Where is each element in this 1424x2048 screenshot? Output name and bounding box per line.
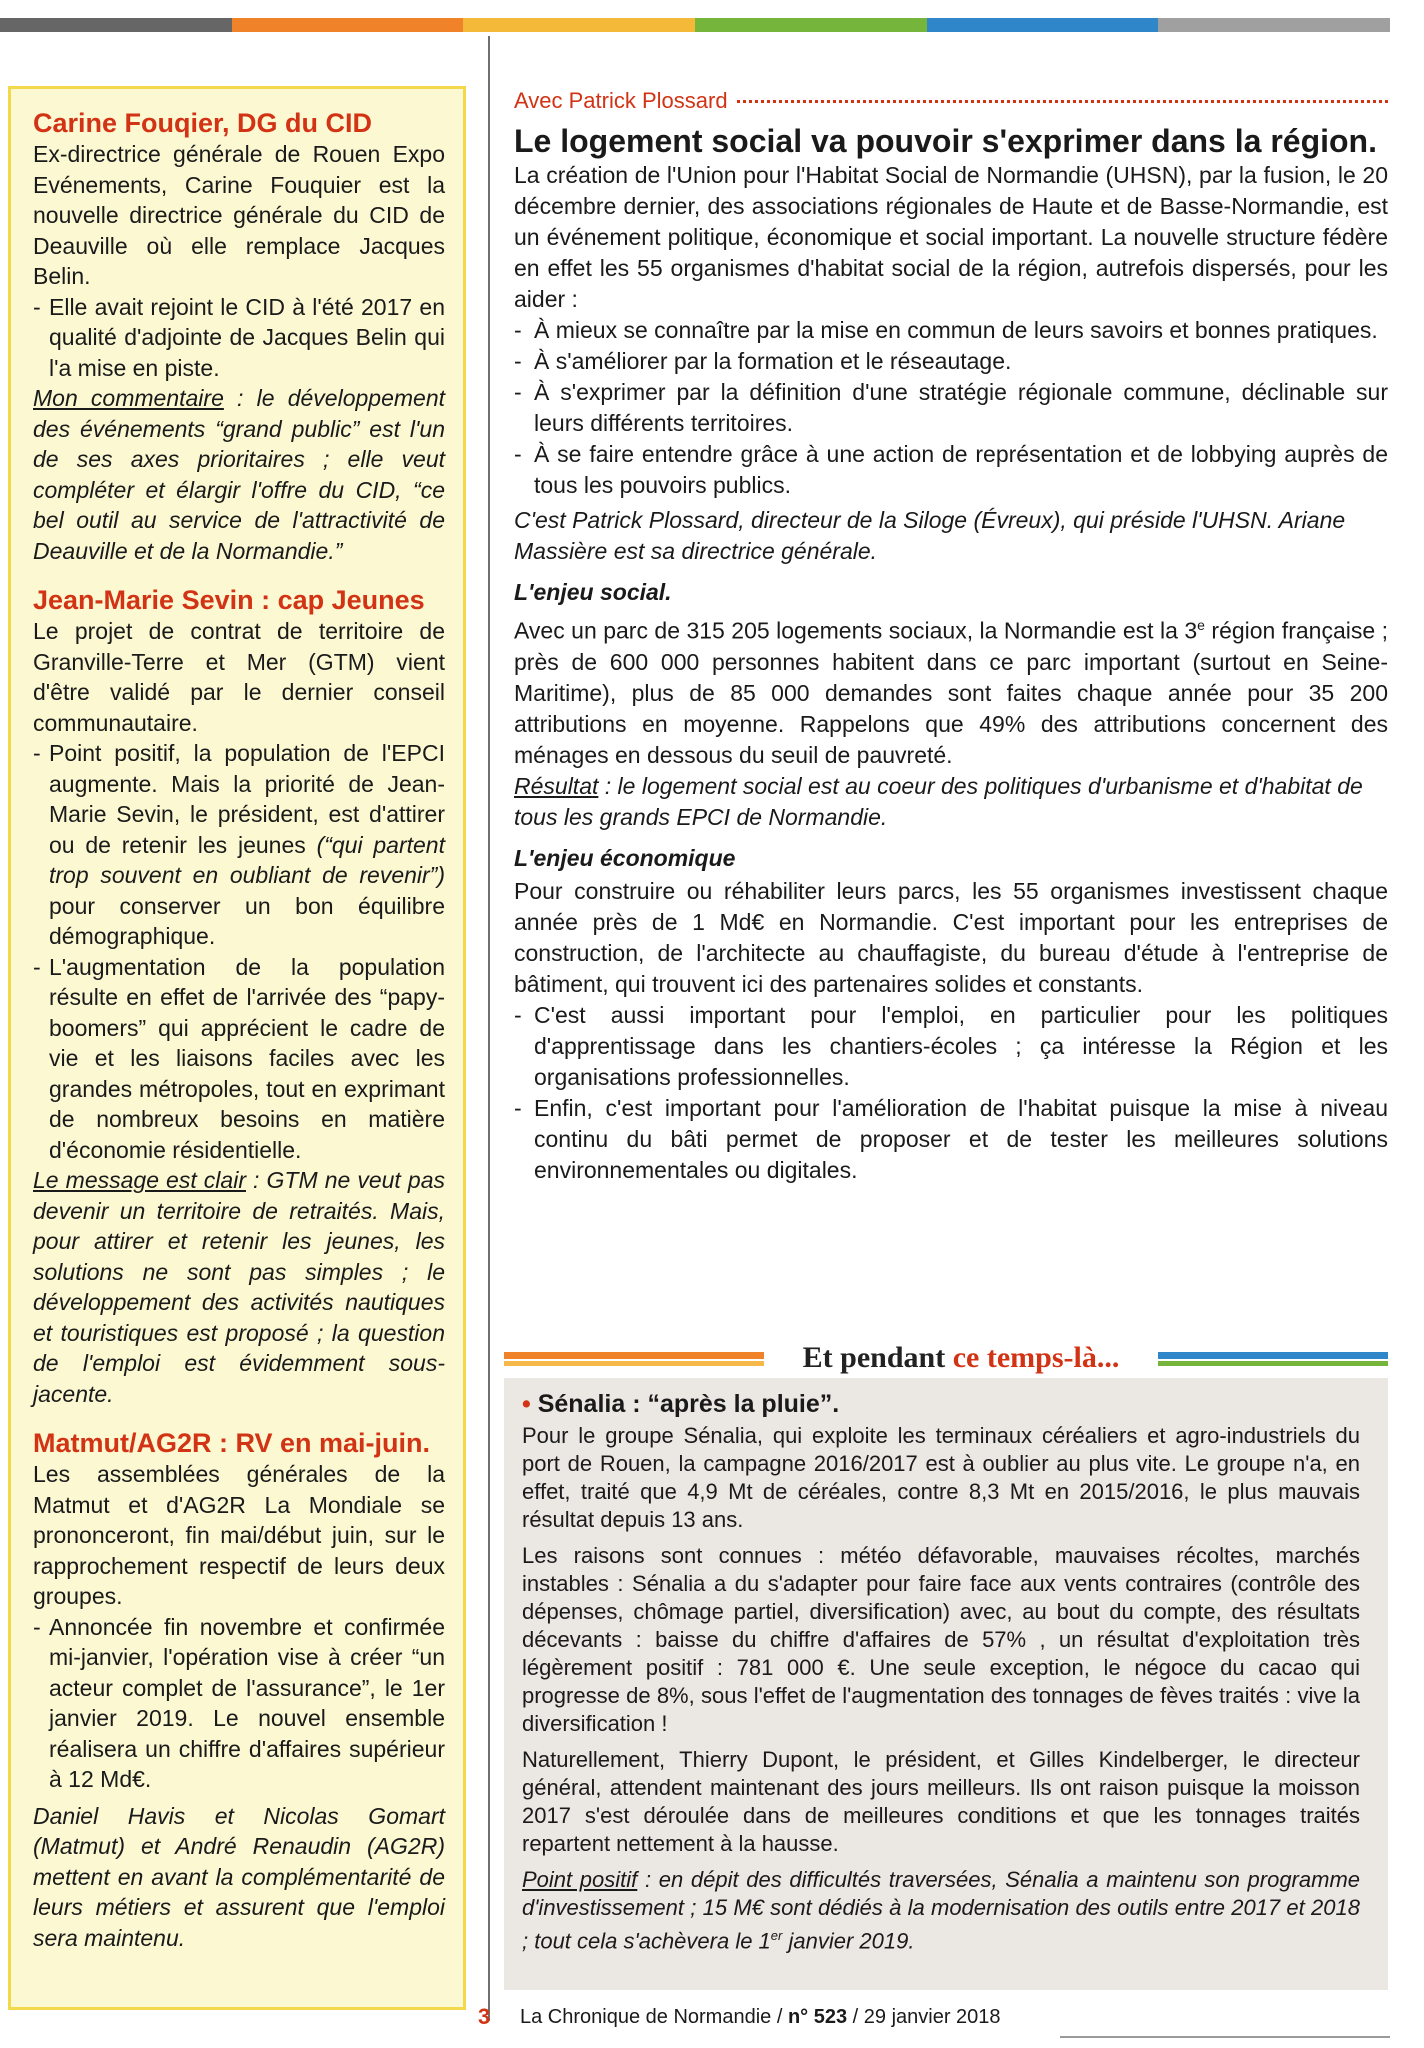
footer-rule [1060, 2036, 1390, 2038]
column-divider [488, 36, 490, 2021]
aim-text: À se faire entendre grâce à une action de représentation et de lobbying auprès de tous les pouvoirs publics. [534, 441, 1388, 498]
color-bar-segment [232, 18, 464, 32]
page-number: 3 [478, 2004, 491, 2029]
message-text: : GTM ne veut pas devenir un territoire de retraités. Mais, pour attirer et retenir les jeunes, les solutions ne sont pas simples ; le développement des activités nautiques et touristiques est proposé ; la question de l'emploi est évidemment sous-jacente. [33, 1167, 445, 1407]
eco-item: - Enfin, c'est important pour l'amélioration de l'habitat puisque la mise à niveau continu du bâti permet de proposer et de tester les meilleures solutions environnementales ou digitales. [514, 1093, 1388, 1186]
carine-heading: Carine Fouqier, DG du CID [33, 108, 373, 138]
eco-heading: L'enjeu économique [514, 844, 736, 871]
matmut-closing: Daniel Havis et Nicolas Gomart (Matmut) et André Renaudin (AG2R) mettent en avant la complémentarité de leurs métiers et assurent que l'emploi sera maintenu. [33, 1802, 445, 1951]
sevin-heading: Jean-Marie Sevin : cap Jeunes [33, 585, 425, 615]
message-label: Le message est clair [33, 1167, 246, 1193]
color-bar-segment [695, 18, 927, 32]
senalia-heading [522, 1388, 1360, 1420]
carine-dash-item: - Elle avait rejoint le CID à l'été 2017 en qualité d'adjointe de Jacques Belin qui l'a mise en piste. [33, 292, 445, 384]
article-intro: La création de l'Union pour l'Habitat Social de Normandie (UHSN), par la fusion, le 20 décembre dernier, des associations régionales de Haute et de Basse-Normandie, est un événement politique, économique et social important. La nouvelle structure fédère en effet les 55 organismes d'habitat social de la région, autrefois dispersés, pour les aider : [514, 162, 1388, 312]
box-title [754, 1340, 1168, 1376]
senalia-heading-text: Sénalia : “après la pluie”. [530, 1390, 840, 1418]
comment-text: : le développement des événements “grand public” est l'un de ses axes prioritaires ; elle veut compléter et élargir l'offre du CID, “ce bel outil au service de l'attractivité de Deauville et de la Normandie.” [33, 385, 445, 564]
leaders-note: C'est Patrick Plossard, directeur de la Siloge (Évreux), qui préside l'UHSN. Ariane Massière est sa directrice générale. [514, 507, 1346, 564]
aim-text: À s'améliorer par la formation et le réseautage. [534, 348, 1012, 374]
social-text [514, 610, 1388, 771]
social-text-a: Avec un parc de 315 205 logements sociaux, la Normandie est la 3 [514, 617, 1198, 644]
matmut-heading: Matmut/AG2R : RV en mai-juin. [33, 1428, 431, 1458]
aim-item: - À se faire entendre grâce à une action de représentation et de lobbying auprès de tous les pouvoirs publics. [514, 439, 1388, 501]
eco-item-text: Enfin, c'est important pour l'amélioration de l'habitat puisque la mise à niveau continu du bâti permet de proposer et de tester les meilleures solutions environnementales ou digitales. [534, 1094, 1388, 1183]
footer-publication [520, 2006, 1001, 2029]
eco-item: - C'est aussi important pour l'emploi, en particulier pour les politiques d'apprentissage dans les chantiers-écoles ; ça intéresse la Région et les organisations professionnelles. [514, 1000, 1388, 1093]
senalia-p3: Naturellement, Thierry Dupont, le président, et Gilles Kindelberger, le directeur général, attendent maintenant des jours meilleurs. Ils ont raison puisque la moisson 2017 s'est déroulée dans de meilleures conditions et que les tonnages traités repartent nettement à la hausse. [522, 1747, 1360, 1856]
carine-paragraph: Ex-directrice générale de Rouen Expo Evénements, Carine Fouquier est la nouvelle directrice générale du CID de Deauville où elle remplace Jacques Belin. [33, 141, 445, 289]
eco-item-text: C'est aussi important pour l'emploi, en particulier pour les politiques d'apprentissage dans les chantiers-écoles ; ça intéresse la Région et les organisations professionnelles. [534, 1001, 1388, 1090]
bullet-icon: • [522, 1390, 531, 1418]
sevin-message [33, 1165, 445, 1409]
aim-item: - À s'exprimer par la définition d'une stratégie régionale commune, déclinable sur leurs différents territoires. [514, 377, 1388, 439]
sevin-dash-item-1: - Point positif, la population de l'EPCI augmente. Mais la priorité de Jean-Marie Sevin, le président, est d'attirer ou de retenir les jeunes (“qui partent trop souvent en oubliant de revenir”) pour conserver un bon équilibre démographique. [33, 740, 445, 949]
result-label: Résultat [514, 772, 599, 799]
eco-text: Pour construire ou réhabiliter leurs parcs, les 55 organismes investissent chaque année près de 1 Md€ en Normandie. C'est important pour les entreprises de construction, de l'architecte au chauffagiste, du bureau d'étude à l'entreprise de bâtiment, qui trouvent ici des partenaires solides et constants. [514, 877, 1388, 997]
sevin-dash1-text-a: Point positif, la population de l'EPCI augmente. Mais la priorité de Jean-Marie Sevin, le président, est d'attirer ou de retenir les jeunes [49, 740, 445, 858]
box-title-a: Et pendant [802, 1341, 946, 1374]
social-sup: e [1197, 617, 1205, 633]
social-text-b: région française ; près de 600 000 personnes habitent dans ce parc important (surtout en Seine-Maritime), plus de 85 000 demandes sont faites chaque année pour 35 200 attributions en moyenne. Rappelons que 49% des attributions concernent des ménages en dessous du seuil de pauvreté. [514, 617, 1388, 768]
aim-text: À s'exprimer par la définition d'une stratégie régionale commune, déclinable sur leurs différents territoires. [534, 379, 1388, 436]
matmut-paragraph: Les assemblées générales de la Matmut et d'AG2R La Mondiale se prononceront, fin mai/début juin, sur le rapprochement respectif de leurs deux groupes. [33, 1461, 445, 1609]
issue-number: n° 523 [787, 2006, 848, 2028]
result-note [514, 771, 1388, 833]
aim-text: À mieux se connaître par la mise en commun de leurs savoirs et bonnes pratiques. [534, 317, 1378, 343]
matmut-dash-item: - Annoncée fin novembre et confirmée mi-janvier, l'opération vise à créer “un acteur complet de l'assurance”, le 1er janvier 2019. Le nouvel ensemble réalisera un chiffre d'affaires supérieur à 12 Md€. [33, 1612, 445, 1795]
senalia-point [522, 1866, 1360, 1955]
point-label: Point positif [522, 1867, 638, 1892]
issue-date: / 29 janvier 2018 [847, 2006, 1001, 2028]
senalia-p2: Les raisons sont connues : météo défavorable, mauvaises récoltes, marchés instables : Sénalia a du s'adapter pour faire face aux vents contraires (contrôle des dépenses, chômage partiel, diversification) avec, au bout du compte, des résultats décevants : baisse du chiffre d'affaires de 57% , un résultat d'exploitation très légèrement positif : 781 000 €. Une seule exception, le négoce du cacao qui progresse de 8%, sous l'effet de l'augmentation des tonnages de fèves traités : vive la diversification ! [522, 1543, 1360, 1736]
aim-item: - À s'améliorer par la formation et le réseautage. [514, 346, 1388, 377]
point-text-a: : en dépit des difficultés traversées, Sénalia a maintenu son programme d'investissement ; 15 M€ sont dédiés à la modernisation des outils entre 2017 et 2018 ; tout cela s'achèvera le 1 [522, 1867, 1360, 1954]
color-bar-segment [463, 18, 695, 32]
sevin-dash2-text: L'augmentation de la population résulte en effet de l'arrivée des “papy-boomers” qui apprécient le cadre de vie et les liaisons faciles avec les grandes métropoles, tout en exprimant de nombreux besoins en matière d'économie résidentielle. [49, 953, 445, 1163]
comment-label: Mon commentaire [33, 385, 224, 411]
carine-dash-text: Elle avait rejoint le CID à l'été 2017 en qualité d'adjointe de Jacques Belin qui l'a mise en piste. [49, 293, 445, 381]
box-title-b: ce temps-là... [945, 1341, 1120, 1374]
matmut-dash-text: Annoncée fin novembre et confirmée mi-janvier, l'opération vise à créer “un acteur complet de l'assurance”, le 1er janvier 2019. Le nouvel ensemble réalisera un chiffre d'affaires supérieur à 12 Md€. [49, 1613, 445, 1792]
sevin-dash1-quote: (“qui partent trop souvent en oubliant de revenir”) [49, 831, 445, 888]
article-title: Le logement social va pouvoir s'exprimer dans la région. [514, 123, 1377, 159]
sevin-dash1-text-c: pour conserver un bon équilibre démographique. [49, 892, 445, 949]
top-color-bar [0, 18, 1390, 32]
color-bar-segment [1158, 18, 1390, 32]
byline-text: Avec Patrick Plossard [514, 88, 734, 113]
sevin-dash-item-2: - L'augmentation de la population résulte en effet de l'arrivée des “papy-boomers” qui apprécient le cadre de vie et les liaisons faciles avec les grandes métropoles, tout en exprimant de nombreux besoins en matière d'économie résidentielle. [33, 952, 445, 1166]
social-heading: L'enjeu social. [514, 579, 672, 605]
aim-item: - À mieux se connaître par la mise en commun de leurs savoirs et bonnes pratiques. [514, 315, 1388, 346]
main-article [514, 88, 1388, 1186]
sevin-paragraph: Le projet de contrat de territoire de Granville-Terre et Mer (GTM) vient d'être validé par le dernier conseil communautaire. [33, 618, 445, 736]
point-text-b: janvier 2019. [782, 1928, 915, 1954]
box-header [504, 1340, 1388, 1380]
senalia-p1: Pour le groupe Sénalia, qui exploite les terminaux céréaliers et agro-industriels du port de Rouen, la campagne 2016/2017 est à oublier au plus vite. Le groupe n'a, en effet, traité que 4,9 Mt de céréales, contre 8,3 Mt en 2015/2016, le plus mauvais résultat depuis 13 ans. [522, 1423, 1360, 1532]
side-box-senalia [504, 1378, 1388, 1990]
color-bar-segment [927, 18, 1159, 32]
sidebar-news-briefs [8, 86, 466, 2010]
result-text: : le logement social est au coeur des politiques d'urbanisme et d'habitat de tous les grands EPCI de Normandie. [514, 772, 1363, 830]
byline [514, 88, 1388, 118]
color-bar-segment [0, 18, 232, 32]
publication-name: La Chronique de Normandie / [520, 2006, 788, 2028]
carine-comment [33, 383, 445, 566]
point-sup: er [770, 1928, 783, 1943]
